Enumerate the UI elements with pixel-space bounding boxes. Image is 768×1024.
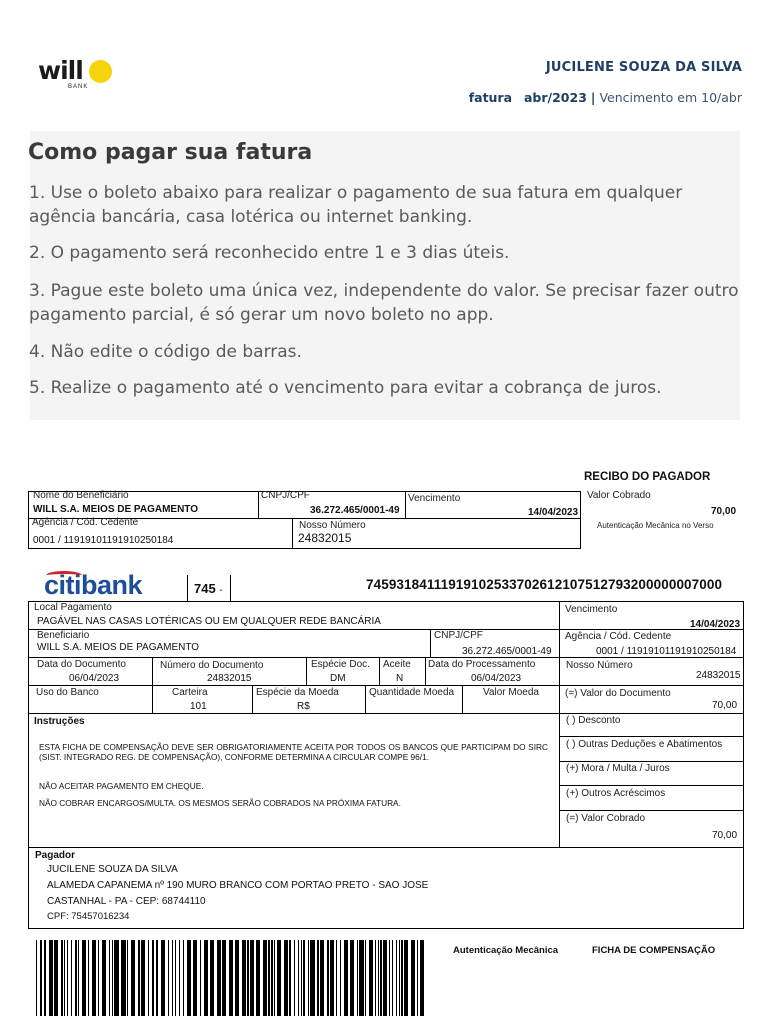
doc-value-label: (=) Valor do Documento [565,688,671,699]
instruction-line: NÃO COBRAR ENCARGOS/MULTA. OS MESMOS SERÃO COBRADOS NA PRÓXIMA FATURA. [39,798,401,808]
payer-label: Pagador [35,850,76,861]
slip-divider [430,629,431,657]
process-date-label: Data do Processamento [428,659,536,670]
receipt-cnpj: 36.272.465/0001-49 [310,505,400,516]
slip-divider [559,785,744,786]
bank-code-suffix: - [219,585,223,596]
barcode-bar [148,940,149,1016]
slip-divider [187,575,188,601]
barcode-bar [392,940,393,1016]
customer-name: JUCILENE SOUZA DA SILVA [545,60,742,75]
barcode-bar [350,940,354,1016]
payer-city: CASTANHAL - PA - CEP: 68744110 [47,896,206,907]
barcode-bar [389,940,390,1016]
slip-divider [559,736,744,737]
barcode-bar [271,940,272,1016]
mech-auth-label: Autenticação Mecânica [453,945,559,956]
instruction-line: NÃO ACEITAR PAGAMENTO EM CHEQUE. [39,781,204,791]
barcode-bar [49,940,53,1016]
slip-charged-label: (=) Valor Cobrado [566,813,646,824]
barcode-bar [78,940,79,1016]
barcode-bar [380,940,381,1016]
barcode-bar [411,940,415,1016]
barcode-bar [242,940,246,1016]
receipt-charged: 70,00 [711,506,737,517]
slip-divider [559,657,744,658]
barcode-bar [327,940,328,1016]
slip-due: 14/04/2023 [690,619,741,630]
barcode-bar [141,940,145,1016]
barcode-bar [247,940,248,1016]
barcode-bar [131,940,135,1016]
slip-divider [365,685,366,713]
other-additions-label: (+) Outros Acréscimos [566,788,666,799]
other-deductions-label: ( ) Outras Deduções e Abatimentos [566,739,723,750]
barcode-bar [375,940,376,1016]
barcode-bar [92,940,96,1016]
barcode-bar [340,940,341,1016]
barcode-bar [193,940,197,1016]
slip-charged: 70,00 [712,830,738,841]
barcode-bar [114,940,118,1016]
slip-divider [230,575,231,601]
barcode-bar [183,940,184,1016]
barcode-bar [138,940,139,1016]
slip-divider [152,657,153,713]
payer-name: JUCILENE SOUZA DA SILVA [47,864,178,875]
receipt-divider [405,491,406,518]
receipt-agency-label: Agência / Cód. Cedente [32,517,139,528]
currency-kind: R$ [297,701,310,712]
slip-agency: 0001 / 11919101191910250184 [596,646,737,657]
invoice-summary-line [469,90,742,105]
barcode-bar [71,940,72,1016]
doc-value: 70,00 [712,700,738,711]
barcode-bar [44,940,45,1016]
bank-use-label: Uso do Banco [36,687,99,698]
barcode-bar [404,940,408,1016]
citibank-logo-text: citibank [44,570,143,600]
barcode-bar [229,940,233,1016]
barcode-bar [54,940,58,1016]
barcode-bar [217,940,221,1016]
barcode-bar [179,940,180,1016]
barcode-bar [250,940,254,1016]
slip-divider [252,685,253,713]
will-bank-logo-sub: BANK [68,84,89,90]
receipt-due-label: Vencimento [408,493,461,504]
slip-divider [28,713,744,714]
receipt-cnpj-label: CNPJ/CPF [261,490,310,501]
slip-divider [462,685,463,713]
barcode-bar [284,940,288,1016]
invoice-label: fatura [468,90,513,105]
barcode-bar [67,940,68,1016]
receipt-our-number-label: Nosso Número [299,520,366,531]
barcode-bar [200,940,201,1016]
slip-due-label: Vencimento [565,604,618,615]
barcode-bar [359,940,363,1016]
barcode-bar [112,940,113,1016]
receipt-beneficiary-label: Nome do Beneficiário [33,490,129,501]
will-bank-logo-dot [89,60,112,83]
how-to-pay-title: Como pagar sua fatura [28,140,313,165]
barcode-bar [298,940,299,1016]
receipt-charged-label: Valor Cobrado [587,490,651,501]
doc-number: 24832015 [207,673,252,684]
barcode-bar [61,940,62,1016]
slip-divider [559,685,744,686]
barcode [36,940,424,1016]
barcode-bar [378,940,379,1016]
barcode-bar [420,940,424,1016]
barcode-bar [109,940,110,1016]
wallet-label: Carteira [172,687,208,698]
barcode-bar [336,940,337,1016]
barcode-bar [36,940,37,1016]
doc-date-label: Data do Documento [37,659,126,670]
barcode-bar [152,940,153,1016]
barcode-bar [320,940,324,1016]
barcode-bar [172,940,173,1016]
due-label: Vencimento em [599,90,698,105]
receipt-divider [258,491,259,518]
payment-place: PAGÁVEL NAS CASAS LOTÉRICAS OU EM QUALQUER REDE BANCÁRIA [37,616,381,627]
barcode-bar [365,940,366,1016]
barcode-bar [204,940,208,1016]
currency-qty-label: Quantidade Moeda [369,687,455,698]
barcode-bar [88,940,89,1016]
barcode-bar [301,940,302,1016]
barcode-bar [175,940,176,1016]
barcode-bar [263,940,267,1016]
instruction-line: ESTA FICHA DE COMPENSAÇÃO DEVE SER OBRIGATORIAMENTE ACEITA POR TODOS OS BANCOS QUE PARTICIPAM DO SIRC (SIST. INTEGRADO REG. DE COMPENSAÇÃO), CONFORME DETERMINA A CIRCULAR COMPE 96/1. [39,742,548,762]
payment-place-label: Local Pagamento [34,602,112,613]
barcode-bar [383,940,387,1016]
discount-label: ( ) Desconto [566,715,621,726]
barcode-bar [127,940,128,1016]
slip-divider [379,657,380,685]
payer-address: ALAMEDA CAPANEMA nº 190 MURO BRANCO COM PORTAO PRETO - SAO JOSE [47,880,429,891]
barcode-bar [289,940,290,1016]
receipt-title: RECIBO DO PAGADOR [584,471,711,483]
barcode-bar [64,940,65,1016]
doc-number-label: Número do Documento [160,660,264,671]
receipt-beneficiary: WILL S.A. MEIOS DE PAGAMENTO [33,504,199,515]
barcode-bar [256,940,260,1016]
how-to-pay-step: 4. Não edite o código de barras. [29,342,302,362]
how-to-pay-step: 1. Use o boleto abaixo para realizar o pagamento de sua fatura em qualquer agência bancária, casa lotérica ou internet banking. [29,183,683,227]
barcode-bar [187,940,191,1016]
barcode-bar [210,940,214,1016]
slip-divider [559,761,744,762]
barcode-bar [308,940,309,1016]
barcode-bar [396,940,397,1016]
slip-divider [425,657,426,685]
receipt-our-number: 24832015 [298,531,352,545]
receipt-agency: 0001 / 11919101191910250184 [33,535,174,546]
slip-our-number: 24832015 [696,670,741,681]
receipt-divider [292,518,293,549]
slip-divider [306,657,307,685]
compensation-label: FICHA DE COMPENSAÇÃO [592,945,716,956]
slip-agency-label: Agência / Cód. Cedente [565,631,672,642]
accept: N [396,673,404,684]
barcode-bar [121,940,125,1016]
barcode-bar [344,940,348,1016]
slip-cnpj-label: CNPJ/CPF [434,630,483,641]
due-date: 10/abr [701,90,742,105]
will-bank-logo-text: will [38,56,83,85]
barcode-bar [274,940,275,1016]
how-to-pay-step: 5. Realize o pagamento até o vencimento para evitar a cobrança de juros. [29,378,662,398]
receipt-due: 14/04/2023 [528,507,579,518]
instructions-label: Instruções [34,716,85,727]
barcode-bar [277,940,281,1016]
barcode-bar [102,940,106,1016]
barcode-bar [317,940,318,1016]
payer-cpf: CPF: 75457016234 [47,911,130,922]
wallet: 101 [190,701,207,712]
barcode-bar [310,940,314,1016]
slip-beneficiary: WILL S.A. MEIOS DE PAGAMENTO [37,642,200,653]
barcode-bar [294,940,295,1016]
barcode-bar [168,940,169,1016]
bank-code [194,581,223,596]
doc-date: 06/04/2023 [69,673,120,684]
how-to-pay-step: 2. O pagamento será reconhecido entre 1 e 3 dias úteis. [29,243,510,263]
citibank-arc-icon [46,571,82,580]
slip-divider [559,810,744,811]
receipt-auth-label: Autenticação Mecânica no Verso [597,521,714,530]
slip-divider [28,847,744,848]
invoice-period: abr/2023 [523,90,587,105]
barcode-bar [222,940,226,1016]
slip-cnpj: 36.272.465/0001-49 [462,646,552,657]
slip-divider [28,657,559,658]
barcode-bar [399,940,400,1016]
barcode-bar [235,940,239,1016]
digitable-line: 74593184111919102533702612107512793200000007000 [366,577,723,592]
barcode-bar [330,940,334,1016]
doc-kind-label: Espécie Doc. [311,659,370,670]
how-to-pay-step: 3. Pague este boleto uma única vez, independente do valor. Se precisar fazer outro pagamento parcial, é só gerar um novo boleto no app. [29,281,739,325]
barcode-bar [369,940,373,1016]
accept-label: Aceite [383,659,411,670]
barcode-bar [303,940,304,1016]
barcode-bar [357,940,358,1016]
barcode-bar [417,940,418,1016]
barcode-bar [268,940,269,1016]
currency-kind-label: Espécie da Moeda [256,687,339,698]
barcode-bar [40,940,41,1016]
barcode-bar [82,940,86,1016]
currency-value-label: Valor Moeda [483,687,539,698]
bank-code-number: 745 [194,581,216,596]
barcode-bar [401,940,402,1016]
slip-beneficiary-label: Beneficiario [37,630,90,641]
doc-kind: DM [330,673,346,684]
barcode-bar [75,940,76,1016]
barcode-bar [98,940,99,1016]
header-separator: | [590,90,596,105]
process-date: 06/04/2023 [471,673,522,684]
barcode-bar [161,940,165,1016]
barcode-bar [156,940,157,1016]
fine-label: (+) Mora / Multa / Juros [566,763,670,774]
slip-our-number-label: Nosso Número [566,660,633,671]
slip-divider [28,685,559,686]
